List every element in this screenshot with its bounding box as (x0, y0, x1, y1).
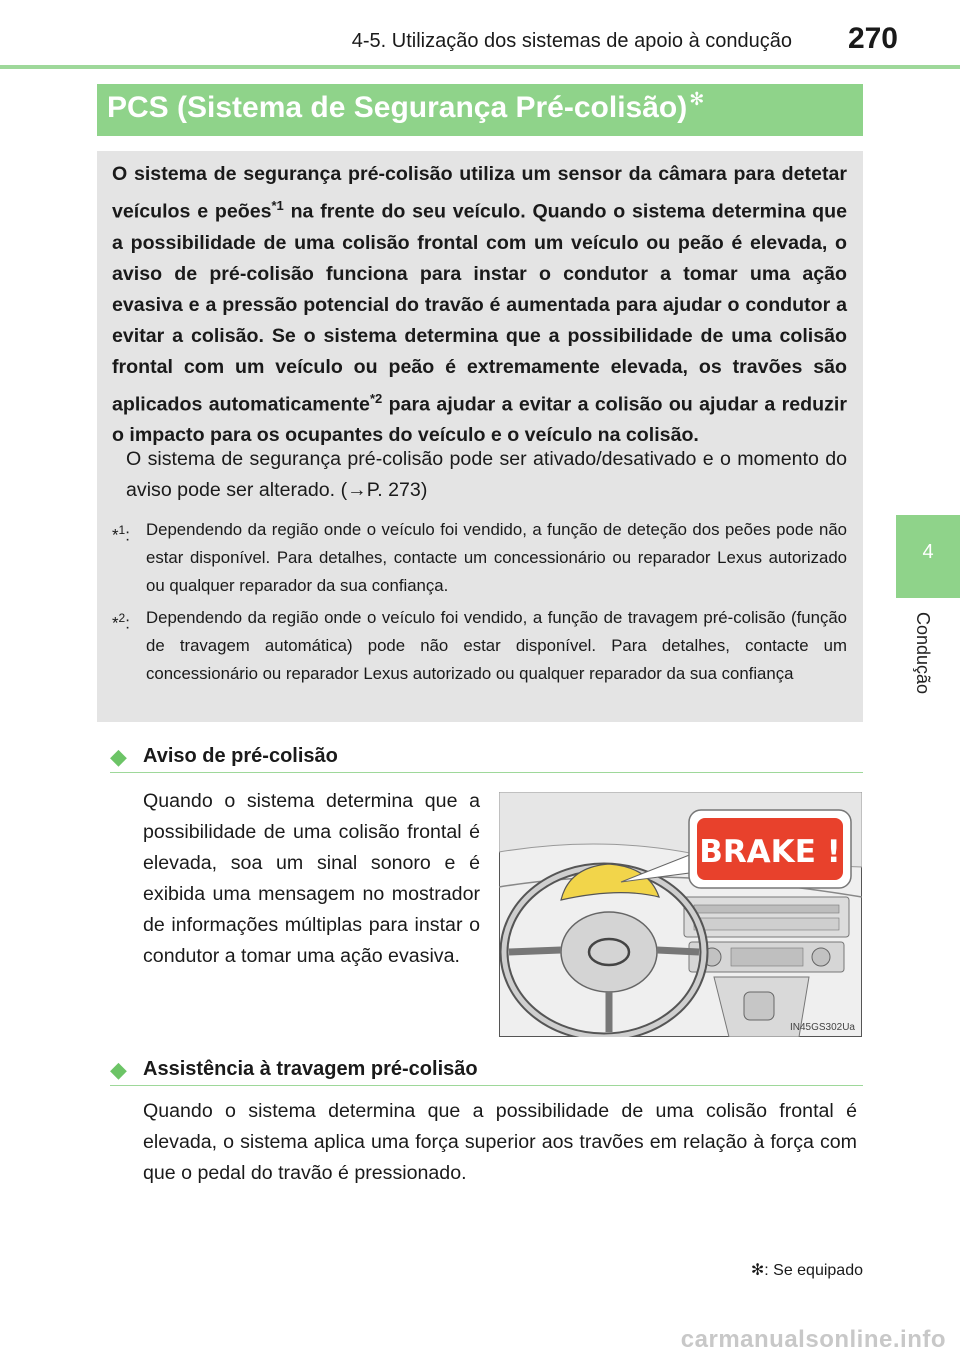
brake-warning-message: BRAKE ! (699, 834, 841, 870)
equipped-mark-icon: ✻ (750, 1262, 765, 1279)
intro-box (97, 151, 863, 722)
section-title-text: PCS (Sistema de Segurança Pré-colisão) (107, 91, 688, 124)
subsection-title: Assistência à travagem pré-colisão (143, 1058, 478, 1080)
subsection-heading-brake-assist (110, 1055, 863, 1086)
equipped-mark-icon: ✻ (689, 89, 705, 109)
subsection-body: Quando o sistema determina que a possibilidade de uma colisão frontal é elevada, o sistema aplica uma força superior aos travões em relação à força com que o pedal do travão é pressionado. (143, 1100, 857, 1184)
intro-text-2: na frente do seu veículo. Quando o sistema determina que a possibilidade de uma colisão frontal com um veículo ou peão é elevada, o aviso de pré-colisão funciona para instar o condutor a tomar uma ação evasiva e a pressão potencial do travão é aumentada para ajudar o condutor a evitar a colisão. Se o sistema determina que a possibilidade de uma colisão frontal com um veículo ou peão é extremamente elevada, os travões são aplicados automaticamente (112, 200, 847, 416)
section-title-bar (97, 84, 863, 136)
footnote-text: Dependendo da região onde o veículo foi vendido, a função de travagem pré-colisão (função de travagem automática) pode não estar disponível. Para detalhes, contacte um concessionário ou reparador Lexus autorizado ou qualquer reparador da sua confiança (146, 608, 847, 683)
footnote-2 (112, 604, 847, 688)
footnote-mark: *$^2$: (112, 611, 130, 633)
footer-note (751, 1260, 863, 1280)
subsection-body: Quando o sistema determina que a possibilidade de uma colisão frontal é elevada, soa um sinal sonoro e é exibida uma mensagem no mostrador de informações múltiplas para instar o condutor a tomar uma ação evasiva. (143, 790, 480, 967)
subsection-title: Aviso de pré-colisão (143, 745, 338, 767)
subsection-heading-pre-collision-warning (110, 742, 863, 773)
footer-note-text: : Se equipado (764, 1262, 863, 1279)
diamond-bullet-icon: ◆ (110, 744, 127, 769)
header-divider (0, 65, 960, 69)
intro-text-3: para ajudar a evitar a colisão ou ajudar a reduzir o impacto para os ocupantes do veículo e o veículo na colisão. (112, 393, 847, 447)
illustration-code: IN45GS302Ua (789, 1022, 855, 1033)
chapter-tab-label: Condução (913, 612, 933, 695)
diamond-bullet-icon: ◆ (110, 1057, 127, 1082)
page-number: 270 (847, 22, 898, 55)
chapter-title: 4-5. Utilização dos sistemas de apoio à condução (351, 30, 792, 52)
footnote-1 (112, 516, 847, 600)
section-title (107, 91, 704, 125)
dashboard-illustration (499, 792, 862, 1037)
chapter-tab-number: 4 (922, 541, 934, 563)
footnote-text: Dependendo da região onde o veículo foi vendido, a função de deteção dos peões pode não estar disponível. Para detalhes, contacte um concessionário ou reparador Lexus autorizado ou qualquer reparador da sua confiança. (146, 520, 847, 595)
watermark: carmanualsonline.info (680, 1326, 946, 1353)
chapter-tab (896, 515, 960, 598)
footnote-ref-2: *2 (369, 390, 383, 406)
footnote-mark: *$^1$: (112, 523, 130, 545)
intro-text-1: O sistema de segurança pré-colisão utiliza um sensor da câmara para detetar veículos e peões (112, 163, 847, 223)
intro-paragraph (112, 159, 847, 451)
footnote-ref-1: *1 (271, 198, 284, 213)
intro-note: O sistema de segurança pré-colisão pode ser ativado/desativado e o momento do aviso pode ser alterado. (→P. 273) (126, 448, 847, 501)
